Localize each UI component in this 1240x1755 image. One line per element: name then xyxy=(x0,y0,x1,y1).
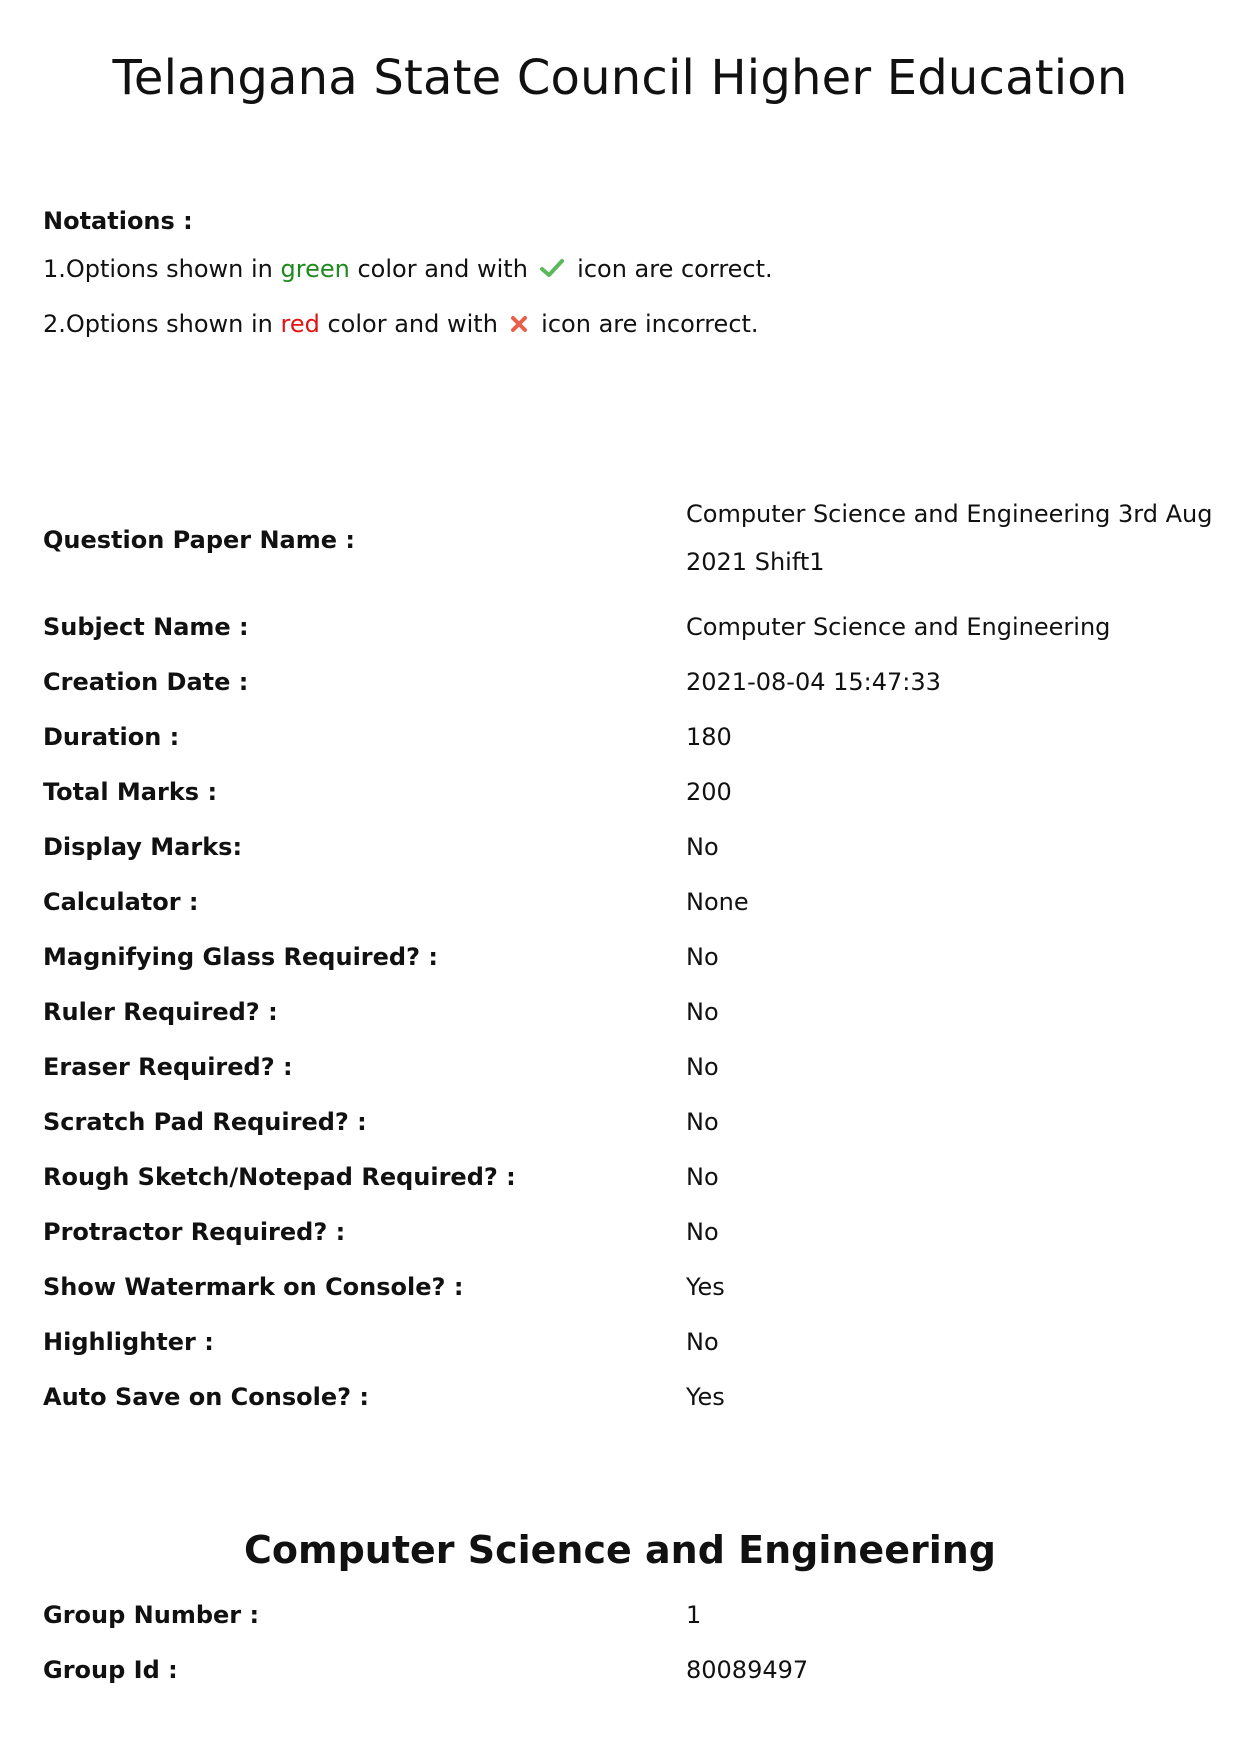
info-label: Protractor Required? : xyxy=(43,1218,346,1246)
group-label: Group Id : xyxy=(43,1656,178,1684)
info-label: Magnifying Glass Required? : xyxy=(43,943,438,971)
info-value: No xyxy=(686,833,719,861)
group-value: 80089497 xyxy=(686,1656,809,1684)
notation-correct-suffix: icon are correct. xyxy=(569,255,773,283)
info-value: No xyxy=(686,1218,719,1246)
info-label: Display Marks: xyxy=(43,833,243,861)
notation-incorrect xyxy=(43,297,773,352)
info-label: Auto Save on Console? : xyxy=(43,1383,370,1411)
info-value: Yes xyxy=(686,1383,725,1411)
notation-incorrect-prefix: 2.Options shown in xyxy=(43,310,281,338)
info-value: No xyxy=(686,1108,719,1136)
info-label: Calculator : xyxy=(43,888,199,916)
notation-incorrect-suffix: icon are incorrect. xyxy=(533,310,759,338)
info-value: No xyxy=(686,1163,719,1191)
notations-heading: Notations : xyxy=(43,207,193,235)
info-value: 2021-08-04 15:47:33 xyxy=(686,668,941,696)
info-value: No xyxy=(686,998,719,1026)
info-label: Creation Date : xyxy=(43,668,249,696)
cross-icon xyxy=(510,298,528,353)
info-label: Question Paper Name : xyxy=(43,526,355,554)
info-label: Highlighter : xyxy=(43,1328,214,1356)
group-label: Group Number : xyxy=(43,1601,260,1629)
info-value: Computer Science and Engineering xyxy=(686,613,1111,641)
page-title: Telangana State Council Higher Education xyxy=(112,50,1128,106)
info-label: Ruler Required? : xyxy=(43,998,278,1026)
info-label: Scratch Pad Required? : xyxy=(43,1108,367,1136)
notation-correct-prefix: 1.Options shown in xyxy=(43,255,281,283)
check-icon xyxy=(540,243,564,298)
info-label: Show Watermark on Console? : xyxy=(43,1273,464,1301)
info-label: Eraser Required? : xyxy=(43,1053,293,1081)
info-value: No xyxy=(686,1328,719,1356)
info-value: No xyxy=(686,1053,719,1081)
info-value: 180 xyxy=(686,723,732,751)
info-label: Subject Name : xyxy=(43,613,249,641)
green-word: green xyxy=(280,255,350,283)
info-label: Rough Sketch/Notepad Required? : xyxy=(43,1163,516,1191)
group-value: 1 xyxy=(686,1601,702,1629)
info-value: None xyxy=(686,888,749,916)
info-label: Total Marks : xyxy=(43,778,218,806)
notation-incorrect-middle: color and with xyxy=(319,310,506,338)
info-label: Duration : xyxy=(43,723,180,751)
section-title: Computer Science and Engineering xyxy=(243,1528,996,1572)
notation-correct xyxy=(43,242,773,297)
notations-block xyxy=(43,200,773,352)
red-word: red xyxy=(280,310,320,338)
info-value: Yes xyxy=(686,1273,725,1301)
notation-correct-middle: color and with xyxy=(349,255,536,283)
info-value: Computer Science and Engineering 3rd Aug 2021 Shift1 xyxy=(686,500,1213,576)
info-value: No xyxy=(686,943,719,971)
info-value: 200 xyxy=(686,778,732,806)
